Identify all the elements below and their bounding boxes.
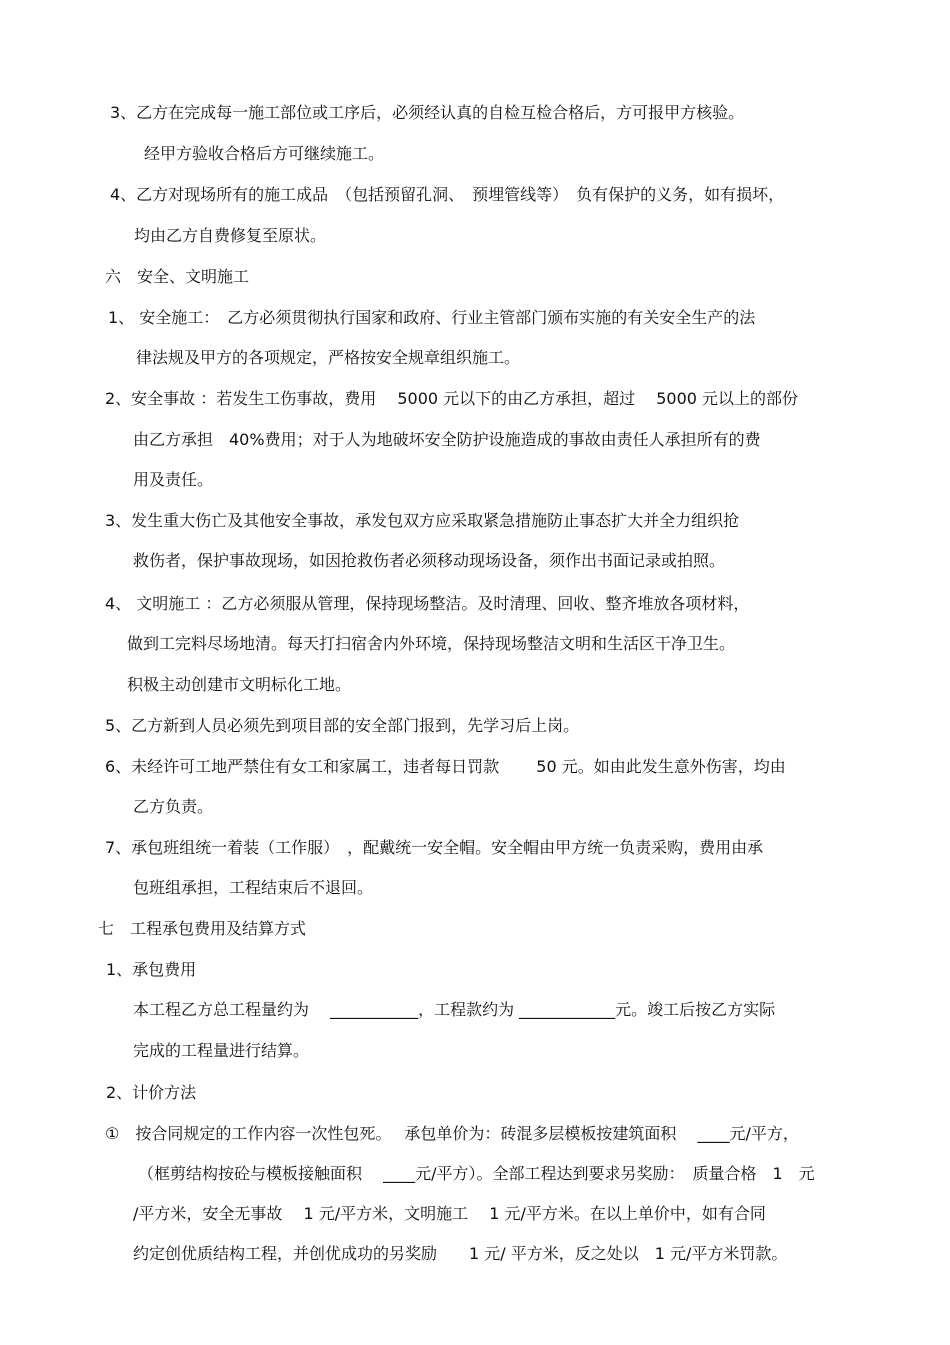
text-line: 3、乙方在完成每一施工部位或工序后，必须经认真的自检互检合格后，方可报甲方核验。	[110, 103, 745, 122]
text-line: 4、 文明施工 ：乙方必须服从管理，保持现场整洁。及时清理、回收、整齐堆放各项材料，	[105, 594, 750, 613]
text-line: 由乙方承担 40%费用；对于人为地破坏安全防护设施造成的事故由责任人承担所有的费	[133, 430, 761, 449]
text-line: 做到工完料尽场地清。每天打扫宿舍内外环境，保持现场整洁文明和生活区干净卫生。	[127, 634, 736, 653]
text-line: 均由乙方自费修复至原状。	[134, 226, 327, 245]
section-heading: 六 安全、文明施工	[105, 267, 250, 286]
text-line: 7、承包班组统一着装（工作服） ，配戴统一安全帽。安全帽由甲方统一负责采购，费用由承	[105, 838, 764, 857]
section-heading: 七 工程承包费用及结算方式	[98, 919, 307, 938]
text-line: 经甲方验收合格后方可继续施工。	[144, 144, 385, 163]
text-line: /平方米，安全无事故 1 元/平方米，文明施工 1 元/平方米。在以上单价中，如有合同	[133, 1204, 766, 1223]
text-line: 2、安全事故 ：若发生工伤事故，费用 5000 元以下的由乙方承担，超过 5000 元以上的部份	[105, 389, 799, 408]
text-line: 本工程乙方总工程量约为 ___________，工程款约为 ____________元。竣工后按乙方实际	[133, 1000, 776, 1019]
text-line: 1、承包费用	[106, 960, 197, 979]
text-line: 1、 安全施工： 乙方必须贯彻执行国家和政府、行业主管部门颁布实施的有关安全生产的法	[108, 308, 756, 327]
text-line: （框剪结构按砼与模板接触面积 ____元/平方）。全部工程达到要求另奖励： 质量合格 1 元	[138, 1164, 815, 1183]
text-line: 6、未经许可工地严禁住有女工和家属工，违者每日罚款 50 元。如由此发生意外伤害，均由	[105, 757, 786, 776]
text-line: 乙方负责。	[133, 797, 214, 816]
text-line: 2、计价方法	[106, 1083, 197, 1102]
text-line: 积极主动创建市文明标化工地。	[127, 675, 352, 694]
text-line: 4、乙方对现场所有的施工成品 （包括预留孔洞、 预埋管线等） 负有保护的义务，如有损坏，	[110, 185, 785, 204]
text-line: ① 按合同规定的工作内容一次性包死。 承包单价为：砖混多层模板按建筑面积 ____元/平方，	[105, 1124, 799, 1143]
text-line: 律法规及甲方的各项规定，严格按安全规章组织施工。	[136, 348, 521, 367]
text-line: 5、乙方新到人员必须先到项目部的安全部门报到，先学习后上岗。	[105, 716, 580, 735]
text-line: 完成的工程量进行结算。	[133, 1041, 310, 1060]
text-line: 用及责任。	[133, 470, 214, 489]
text-line: 救伤者，保护事故现场，如因抢救伤者必须移动现场设备，须作出书面记录或拍照。	[133, 551, 726, 570]
text-line: 包班组承担，工程结束后不退回。	[133, 878, 374, 897]
text-line: 约定创优质结构工程，并创优成功的另奖励 1 元/ 平方米，反之处以 1 元/平方米罚款。	[133, 1244, 788, 1263]
text-line: 3、发生重大伤亡及其他安全事故，承发包双方应采取紧急措施防止事态扩大并全力组织抢	[105, 511, 740, 530]
